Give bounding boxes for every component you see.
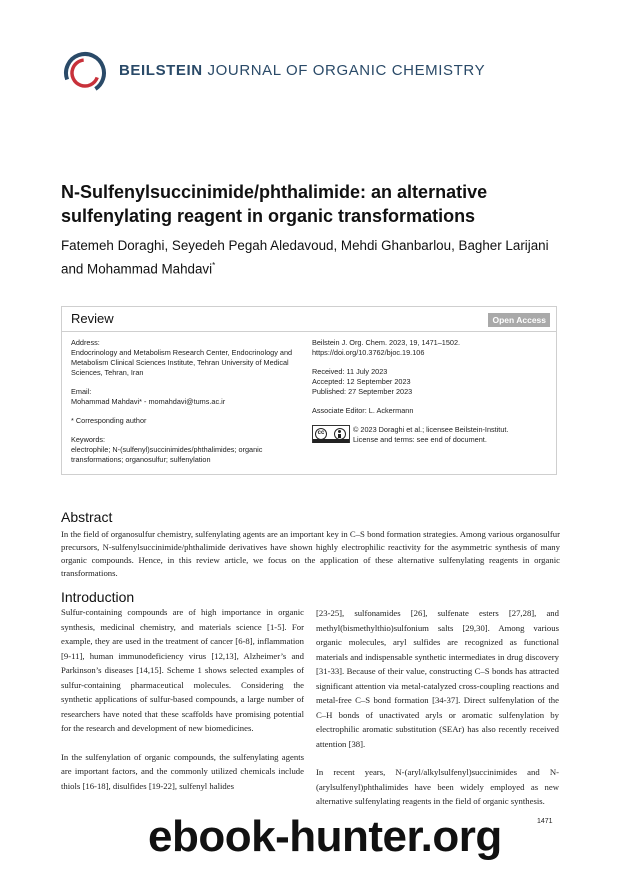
journal-name — [119, 62, 485, 79]
article-info-box — [61, 306, 557, 475]
address-text: Endocrinology and Metabolism Research Center, Endocrinology and Metabolism Clinical Sciences Institute, Tehran University of Medical Sciences, Tehran, Iran — [71, 348, 293, 377]
received-date: Received: 11 July 2023 — [312, 367, 388, 376]
corresponding-mark: * — [212, 261, 216, 270]
header-divider — [62, 331, 556, 332]
intro-paragraph: Sulfur-containing compounds are of high importance in organic synthesis, medicinal chemistry, and materials science [1-5]. For example, they are used in the treatment of cancer [6-8], inflammation [9-11], human immunodeficiency virus [12,13], Alzheimer’s and Parkinson’s diseases [14,15]. Scheme 1 shows selected examples of sulfur-containing pharmaceutical molecules. Considering the synthetic applications of sulfur-based compounds, a large number of researchers have noted that these scaffolds have promising potential for the research and development of new biomedicines. — [61, 607, 304, 733]
citation: Beilstein J. Org. Chem. 2023, 19, 1471–1502. — [312, 338, 461, 347]
review-header — [62, 307, 556, 331]
keywords-text: electrophile; N-(sulfenyl)succinimides/phthalimides; organic transformations; organosulfur; sulfenylation — [71, 445, 263, 464]
copyright-text: © 2023 Doraghi et al.; licensee Beilstein-Institut. — [353, 425, 509, 434]
open-access-badge: Open Access — [488, 313, 550, 327]
introduction-left-column — [61, 605, 304, 807]
article-title: N-Sulfenylsuccinimide/phthalimide: an alternative sulfenylating reagent in organic transformations — [61, 182, 488, 226]
published-date: Published: 27 September 2023 — [312, 387, 413, 396]
author-list: Fatemeh Doraghi, Seyedeh Pegah Aledavoud, Mehdi Ghanbarlou, Bagher Larijani and Mohammad Mahdavi — [61, 238, 549, 277]
journal-name-bold: BEILSTEIN — [119, 62, 203, 79]
article-type: Review — [71, 311, 114, 326]
info-left-column — [71, 338, 311, 465]
email-link[interactable]: Mohammad Mahdavi* - momahdavi@tums.ac.ir — [71, 397, 226, 406]
watermark: ebook-hunter.org — [148, 812, 502, 861]
page-number: 1471 — [537, 818, 553, 825]
email-label: Email: — [71, 387, 92, 396]
intro-paragraph: In recent years, N-(aryl/alkylsulfenyl)succinimides and N-(arylsulfenyl)phthalimides have been widely employed as new alternative sulfenylating reagents in the field of organic synthesis. — [316, 767, 559, 806]
abstract-heading: Abstract — [61, 509, 113, 525]
introduction-heading: Introduction — [61, 589, 135, 605]
associate-editor: Associate Editor: L. Ackermann — [312, 406, 414, 415]
journal-name-rest: JOURNAL OF ORGANIC CHEMISTRY — [202, 62, 486, 79]
doi-link[interactable]: https://doi.org/10.3762/bjoc.19.106 — [312, 348, 425, 357]
accepted-date: Accepted: 12 September 2023 — [312, 377, 411, 386]
corresponding-note: * Corresponding author — [71, 416, 147, 425]
beilstein-logo-icon — [63, 51, 107, 95]
cc-icon: cc — [315, 428, 327, 440]
cc-by-license-icon[interactable] — [312, 425, 350, 443]
journal-logo — [63, 51, 107, 95]
keywords-label: Keywords: — [71, 435, 106, 444]
abstract-text: In the field of organosulfur chemistry, sulfenylating agents are an important key in C–S bond formation strategies. Among various organosulfur precursors, N-sulfenylsuccinimide/phthalimide derivatives have shown highly electrophilic reactivity for the asymmetric synthesis of many organic compounds. Hence, in this review article, we focus on the application of these alternative sulfenylating reagents in organic transformations. — [61, 529, 560, 578]
info-right-column — [312, 338, 552, 453]
license-block — [312, 425, 552, 453]
address-label: Address: — [71, 338, 100, 347]
authors — [61, 236, 561, 279]
intro-paragraph: [23-25], sulfonamides [26], sulfenate esters [27,28], and methyl(bismethylthio)sulfonium salts [29,30]. Among various organic molecules, aryl sulfides are recognized as functional materials and indispensable synthetic intermediates in drug discovery [31-33]. Because of their value, constructing C–S bonds has attracted significant attention via metal-catalyzed cross-coupling reactions and metal-free C–S bond formation [34-37]. Direct sulfenylation of the C–H bonds of unactivated aryls or aromatic sulfenylation by electrophilic aromatic substitution (SEAr) has also recently received attention [38]. — [316, 608, 559, 749]
intro-paragraph: In the sulfenylation of organic compounds, the sulfenylating agents are important factors, and the commonly utilized chemicals include thiols [16-18], disulfides [19-22], sulfenyl halides — [61, 751, 304, 791]
introduction-right-column — [316, 606, 559, 823]
license-text: License and terms: see end of document. — [353, 435, 487, 444]
